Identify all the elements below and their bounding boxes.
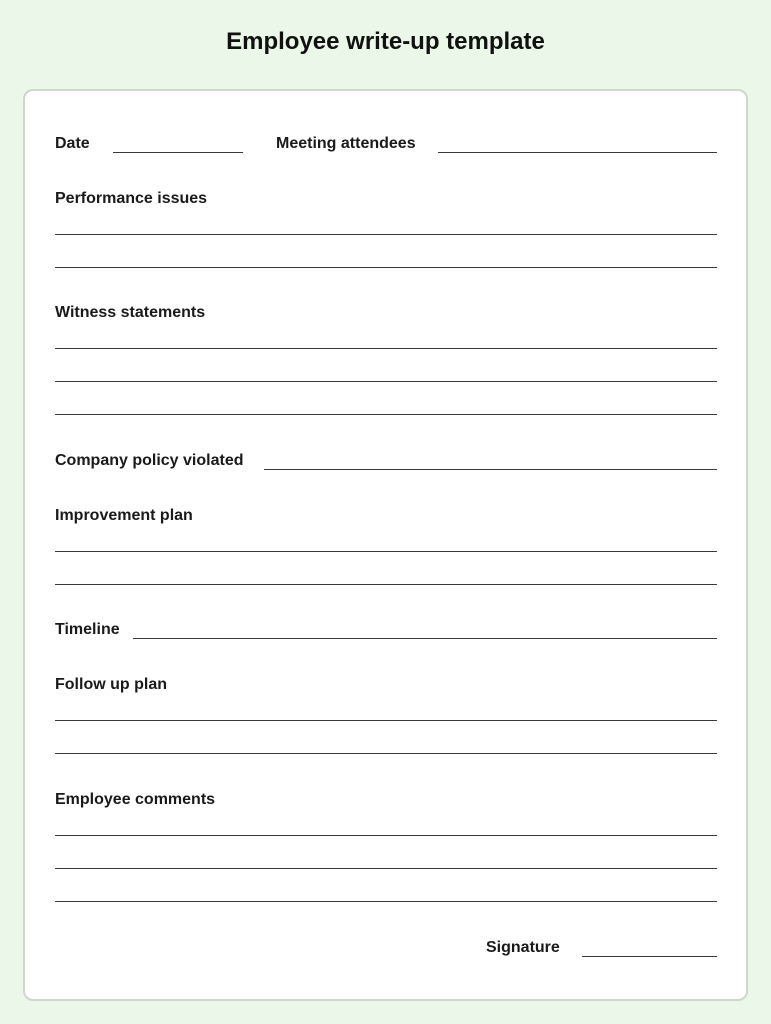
form-card bbox=[23, 89, 748, 1001]
performance-issues-label: Performance issues bbox=[55, 190, 208, 207]
follow-up-plan-line-1[interactable] bbox=[55, 720, 717, 721]
date-field[interactable] bbox=[113, 152, 243, 153]
employee-comments-label: Employee comments bbox=[55, 791, 216, 808]
employee-comments-line-1[interactable] bbox=[55, 835, 717, 836]
witness-statements-label: Witness statements bbox=[55, 304, 206, 321]
improvement-plan-line-1[interactable] bbox=[55, 551, 717, 552]
signature-label: Signature bbox=[486, 939, 560, 956]
date-label: Date bbox=[55, 135, 90, 152]
witness-statements-line-1[interactable] bbox=[55, 348, 717, 349]
meeting-attendees-label: Meeting attendees bbox=[276, 135, 416, 152]
improvement-plan-label: Improvement plan bbox=[55, 507, 193, 524]
company-policy-label: Company policy violated bbox=[55, 452, 244, 469]
page-title: Employee write-up template bbox=[226, 28, 545, 55]
performance-issues-line-1[interactable] bbox=[55, 234, 717, 235]
timeline-field[interactable] bbox=[133, 638, 717, 639]
witness-statements-line-2[interactable] bbox=[55, 381, 717, 382]
follow-up-plan-label: Follow up plan bbox=[55, 676, 167, 693]
timeline-label: Timeline bbox=[55, 621, 120, 638]
meeting-attendees-field[interactable] bbox=[438, 152, 717, 153]
employee-comments-line-3[interactable] bbox=[55, 901, 717, 902]
improvement-plan-line-2[interactable] bbox=[55, 584, 717, 585]
employee-comments-line-2[interactable] bbox=[55, 868, 717, 869]
signature-field[interactable] bbox=[582, 956, 717, 957]
follow-up-plan-line-2[interactable] bbox=[55, 753, 717, 754]
performance-issues-line-2[interactable] bbox=[55, 267, 717, 268]
witness-statements-line-3[interactable] bbox=[55, 414, 717, 415]
company-policy-field[interactable] bbox=[264, 469, 717, 470]
